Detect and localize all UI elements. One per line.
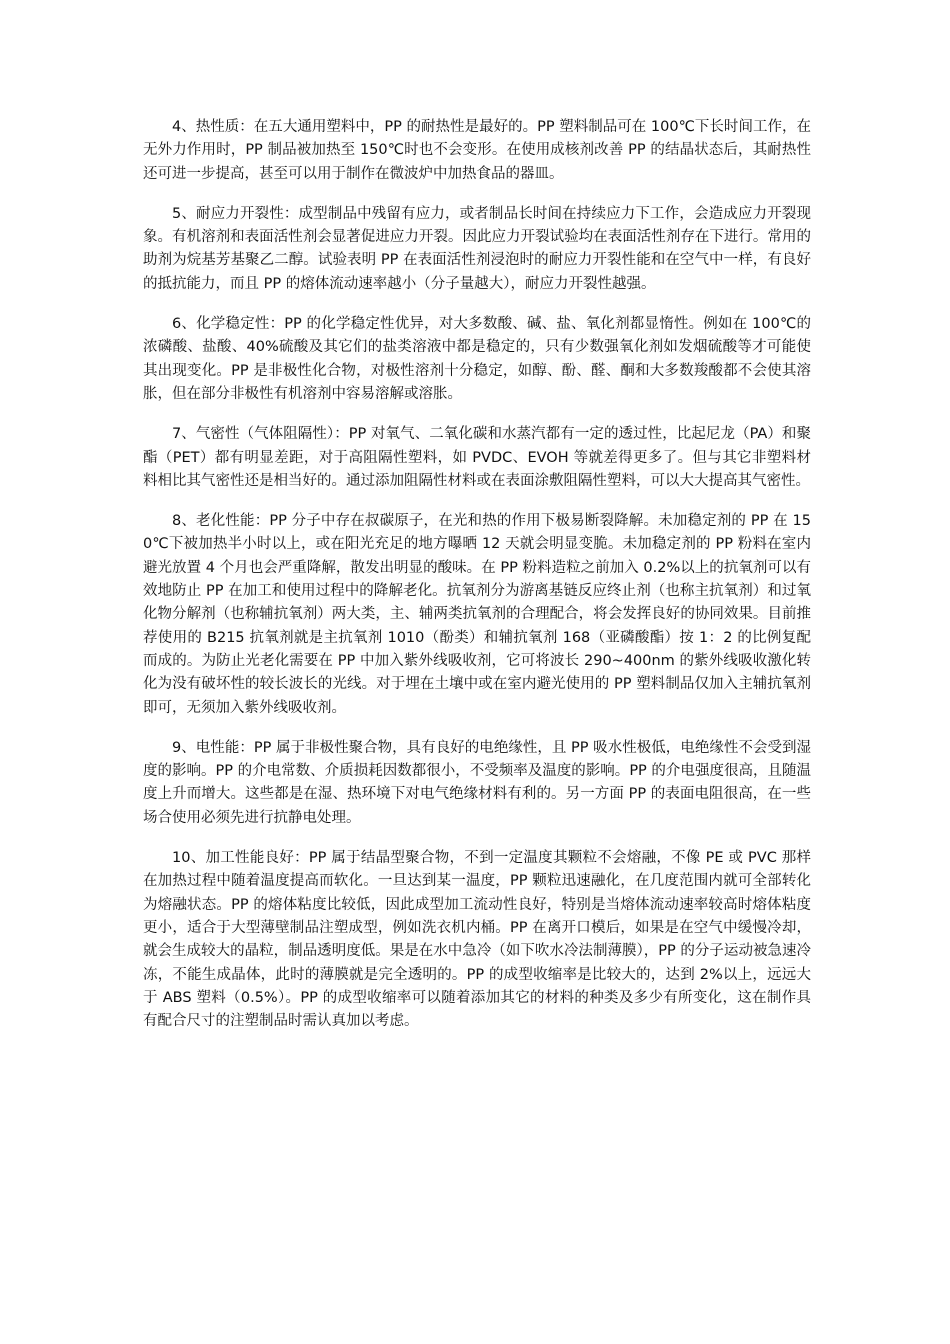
paragraph-chemical-stability: 6、化学稳定性：PP 的化学稳定性优异，对大多数酸、碱、盐、氧化剂都显惰性。例如在 100℃的浓磷酸、盐酸、40%硫酸及其它们的盐类溶液中都是稳定的，只有少数强氧化剂如发烟硫酸等才可能使其出现变化。PP 是非极性化合物，对极性溶剂十分稳定，如醇、酚、醛、酮和大多数羧酸都不会使其溶胀，但在部分非极性有机溶剂中容易溶解或溶胀。 <box>143 316 811 402</box>
paragraph-aging-performance: 8、老化性能：PP 分子中存在叔碳原子，在光和热的作用下极易断裂降解。未加稳定剂的 PP 在 150℃下被加热半小时以上，或在阳光充足的地方曝晒 12 天就会明显变脆。未加稳定剂的 PP 粉料在室内避光放置 4 个月也会严重降解，散发出明显的酸味。在 PP 粉料造粒之前加入 0.2%以上的抗氧剂可以有效地防止 PP 在加工和使用过程中的降解老化。抗氧剂分为游离基链反应终止剂（也称主抗氧剂）和过氧化物分解剂（也称辅抗氧剂）两大类，主、辅两类抗氧剂的合理配合，将会发挥良好的协同效果。目前推荐使用的 B215 抗氧剂就是主抗氧剂 1010（酚类）和辅抗氧剂 168（亚磷酸酯）按 1：2 的比例复配而成的。为防止光老化需要在 PP 中加入紫外线吸收剂，它可将波长 290~400nm 的紫外线吸收激化转化为没有破坏性的较长波长的光线。对于埋在土壤中或在室内避光使用的 PP 塑料制品仅加入主辅抗氧剂即可，无须加入紫外线吸收剂。 <box>143 513 811 716</box>
paragraph-gas-barrier: 7、气密性（气体阻隔性）：PP 对氧气、二氧化碳和水蒸汽都有一定的透过性，比起尼龙（PA）和聚酯（PET）都有明显差距，对于高阻隔性塑料，如 PVDC、EVOH 等就差得更多了。但与其它非塑料材料相比其气密性还是相当好的。通过添加阻隔性材料或在表面涂敷阻隔性塑料，可以大大提高其气密性。 <box>143 426 811 489</box>
paragraph-stress-cracking-resistance: 5、耐应力开裂性：成型制品中残留有应力，或者制品长时间在持续应力下工作，会造成应力开裂现象。有机溶剂和表面活性剂会显著促进应力开裂。因此应力开裂试验均在表面活性剂存在下进行。常用的助剂为烷基芳基聚乙二醇。试验表明 PP 在表面活性剂浸泡时的耐应力开裂性能和在空气中一样，有良好的抵抗能力，而且 PP 的熔体流动速率越小（分子量越大），耐应力开裂性越强。 <box>143 205 811 292</box>
paragraph-thermal-properties: 4、热性质：在五大通用塑料中，PP 的耐热性是最好的。PP 塑料制品可在 100℃下长时间工作，在无外力作用时，PP 制品被加热至 150℃时也不会变形。在使用成核剂改善 PP 的结晶状态后，其耐热性还可进一步提高，甚至可以用于制作在微波炉中加热食品的器皿。 <box>143 119 811 182</box>
paragraph-electrical-properties: 9、电性能：PP 属于非极性聚合物，具有良好的电绝缘性，且 PP 吸水性极低，电绝缘性不会受到湿度的影响。PP 的介电常数、介质损耗因数都很小，不受频率及温度的影响。PP 的介电强度很高，且随温度上升而增大。这些都是在湿、热环境下对电气绝缘材料有利的。另一方面 PP 的表面电阻很高，在一些场合使用必须先进行抗静电处理。 <box>143 739 811 826</box>
document-page <box>143 116 811 1050</box>
paragraph-processing-performance: 10、加工性能良好：PP 属于结晶型聚合物，不到一定温度其颗粒不会熔融，不像 PE 或 PVC 那样在加热过程中随着温度提高而软化。一旦达到某一温度，PP 颗粒迅速融化，在几度范围内就可全部转化为熔融状态。PP 的熔体粘度比较低，因此成型加工流动性良好，特别是当熔体流动速率较高时熔体粘度更小，适合于大型薄壁制品注塑成型，例如洗衣机内桶。PP 在离开口模后，如果是在空气中缓慢冷却，就会生成较大的晶粒，制品透明度低。果是在水中急冷（如下吹水冷法制薄膜），PP 的分子运动被急速冷冻，不能生成晶体，此时的薄膜就是完全透明的。PP 的成型收缩率是比较大的，达到 2%以上，远远大于 ABS 塑料（0.5%）。PP 的成型收缩率可以随着添加其它的材料的种类及多少有所变化，这在制作具有配合尺寸的注塑制品时需认真加以考虑。 <box>143 850 811 1030</box>
